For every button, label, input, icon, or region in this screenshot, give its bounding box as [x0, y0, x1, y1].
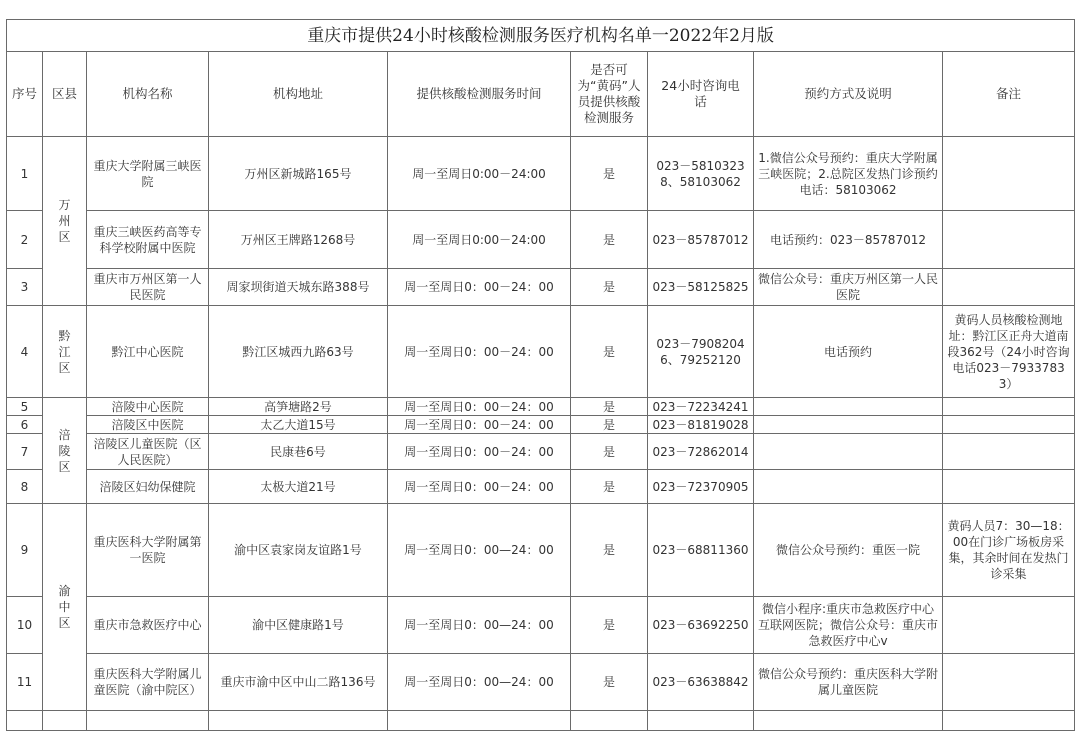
header-yellow-code: 是否可为“黄码”人员提供核酸检测服务 [571, 52, 648, 137]
row-index [7, 711, 43, 731]
consult-phone: 023－85787012 [648, 211, 754, 269]
booking-info: 微信公众号预约：重医一院 [754, 504, 943, 597]
institution-table [6, 19, 1075, 731]
consult-phone [648, 711, 754, 731]
row-index: 1 [7, 137, 43, 211]
institution-address: 重庆市渝中区中山二路136号 [209, 654, 388, 711]
row-index: 6 [7, 416, 43, 434]
institution-address: 渝中区袁家岗友谊路1号 [209, 504, 388, 597]
institution-name: 重庆市万州区第一人民医院 [87, 269, 209, 306]
yellow-code-flag: 是 [571, 211, 648, 269]
institution-address: 太极大道21号 [209, 470, 388, 504]
row-index: 4 [7, 306, 43, 398]
header-hours: 提供核酸检测服务时间 [388, 52, 571, 137]
institution-address: 太乙大道15号 [209, 416, 388, 434]
institution-name: 重庆医科大学附属第一医院 [87, 504, 209, 597]
institution-name: 涪陵区儿童医院（区人民医院） [87, 434, 209, 470]
header-booking: 预约方式及说明 [754, 52, 943, 137]
district-cell: 涪陵区 [43, 398, 87, 504]
institution-name: 涪陵区妇幼保健院 [87, 470, 209, 504]
institution-address: 渝中区健康路1号 [209, 597, 388, 654]
institution-name: 重庆医科大学附属儿童医院（渝中院区） [87, 654, 209, 711]
row-index: 7 [7, 434, 43, 470]
consult-phone: 023－72862014 [648, 434, 754, 470]
table-row [7, 269, 1075, 306]
booking-info: 电话预约：023－85787012 [754, 211, 943, 269]
header-index: 序号 [7, 52, 43, 137]
service-hours: 周一至周日0:00－24:00 [388, 211, 571, 269]
service-hours: 周一至周日0：00－24：00 [388, 470, 571, 504]
yellow-code-flag: 是 [571, 654, 648, 711]
remarks-cell [943, 470, 1075, 504]
consult-phone: 023－63638842 [648, 654, 754, 711]
remarks-cell: 黄码人员核酸检测地址：黔江区正舟大道南段362号（24小时咨询电话023－79337833） [943, 306, 1075, 398]
table-row [7, 416, 1075, 434]
remarks-cell [943, 398, 1075, 416]
service-hours: 周一至周日0：00—24：00 [388, 597, 571, 654]
table-row [7, 597, 1075, 654]
booking-info [754, 711, 943, 731]
row-index: 11 [7, 654, 43, 711]
table-row [7, 470, 1075, 504]
table-row [7, 504, 1075, 597]
booking-info: 微信小程序:重庆市急救医疗中心互联网医院；微信公众号：重庆市急救医疗中心v [754, 597, 943, 654]
service-hours: 周一至周日0：00－24：00 [388, 306, 571, 398]
remarks-cell [943, 211, 1075, 269]
table-title: 重庆市提供24小时核酸检测服务医疗机构名单一2022年2月版 [7, 20, 1075, 52]
remarks-cell [943, 269, 1075, 306]
booking-info [754, 416, 943, 434]
row-index: 10 [7, 597, 43, 654]
consult-phone: 023－72370905 [648, 470, 754, 504]
institution-name: 重庆市急救医疗中心 [87, 597, 209, 654]
table-row [7, 434, 1075, 470]
table-row [7, 654, 1075, 711]
service-hours: 周一至周日0：00—24：00 [388, 504, 571, 597]
institution-name: 涪陵中心医院 [87, 398, 209, 416]
header-name: 机构名称 [87, 52, 209, 137]
institution-address [209, 711, 388, 731]
institution-address: 民康巷6号 [209, 434, 388, 470]
header-remarks: 备注 [943, 52, 1075, 137]
service-hours: 周一至周日0：00－24：00 [388, 416, 571, 434]
header-address: 机构地址 [209, 52, 388, 137]
booking-info: 1.微信公众号预约：重庆大学附属三峡医院；2.总院区发热门诊预约电话：58103062 [754, 137, 943, 211]
consult-phone: 023－72234241 [648, 398, 754, 416]
yellow-code-flag: 是 [571, 470, 648, 504]
institution-name [87, 711, 209, 731]
institution-address: 万州区新城路165号 [209, 137, 388, 211]
booking-info [754, 434, 943, 470]
table-row [7, 398, 1075, 416]
consult-phone: 023－79082046、79252120 [648, 306, 754, 398]
row-index: 5 [7, 398, 43, 416]
yellow-code-flag: 是 [571, 137, 648, 211]
yellow-code-flag [571, 711, 648, 731]
institution-name: 涪陵区中医院 [87, 416, 209, 434]
table-row-cutoff [7, 711, 1075, 731]
booking-info: 电话预约 [754, 306, 943, 398]
yellow-code-flag: 是 [571, 597, 648, 654]
service-hours: 周一至周日0：00－24：00 [388, 434, 571, 470]
institution-name: 重庆大学附属三峡医院 [87, 137, 209, 211]
consult-phone: 023－58103238、58103062 [648, 137, 754, 211]
remarks-cell: 黄码人员7：30—18：00在门诊广场板房采集，其余时间在发热门诊采集 [943, 504, 1075, 597]
remarks-cell [943, 597, 1075, 654]
institution-address: 万州区王牌路1268号 [209, 211, 388, 269]
institution-name: 黔江中心医院 [87, 306, 209, 398]
yellow-code-flag: 是 [571, 416, 648, 434]
consult-phone: 023－81819028 [648, 416, 754, 434]
district-cell: 黔江区 [43, 306, 87, 398]
header-phone: 24小时咨询电话 [648, 52, 754, 137]
row-index: 2 [7, 211, 43, 269]
booking-info [754, 470, 943, 504]
table-row [7, 306, 1075, 398]
remarks-cell [943, 711, 1075, 731]
consult-phone: 023－68811360 [648, 504, 754, 597]
row-index: 3 [7, 269, 43, 306]
table-row [7, 137, 1075, 211]
booking-info [754, 398, 943, 416]
service-hours: 周一至周日0：00—24：00 [388, 654, 571, 711]
header-row [7, 52, 1075, 137]
district-cell: 渝中区 [43, 504, 87, 711]
row-index: 8 [7, 470, 43, 504]
institution-address: 周家坝街道天城东路388号 [209, 269, 388, 306]
yellow-code-flag: 是 [571, 306, 648, 398]
service-hours: 周一至周日0：00－24：00 [388, 269, 571, 306]
row-index: 9 [7, 504, 43, 597]
booking-info: 微信公众号预约：重庆医科大学附属儿童医院 [754, 654, 943, 711]
remarks-cell [943, 434, 1075, 470]
yellow-code-flag: 是 [571, 398, 648, 416]
consult-phone: 023－58125825 [648, 269, 754, 306]
remarks-cell [943, 416, 1075, 434]
yellow-code-flag: 是 [571, 504, 648, 597]
consult-phone: 023－63692250 [648, 597, 754, 654]
service-hours: 周一至周日0:00－24:00 [388, 137, 571, 211]
district-cell: 万州区 [43, 137, 87, 306]
booking-info: 微信公众号：重庆万州区第一人民医院 [754, 269, 943, 306]
header-district: 区县 [43, 52, 87, 137]
district-cell [43, 711, 87, 731]
yellow-code-flag: 是 [571, 434, 648, 470]
yellow-code-flag: 是 [571, 269, 648, 306]
table-row [7, 211, 1075, 269]
institution-name: 重庆三峡医药高等专科学校附属中医院 [87, 211, 209, 269]
service-hours [388, 711, 571, 731]
institution-address: 高笋塘路2号 [209, 398, 388, 416]
institution-address: 黔江区城西九路63号 [209, 306, 388, 398]
institution-list-sheet [6, 19, 1074, 731]
remarks-cell [943, 137, 1075, 211]
service-hours: 周一至周日0：00－24：00 [388, 398, 571, 416]
remarks-cell [943, 654, 1075, 711]
